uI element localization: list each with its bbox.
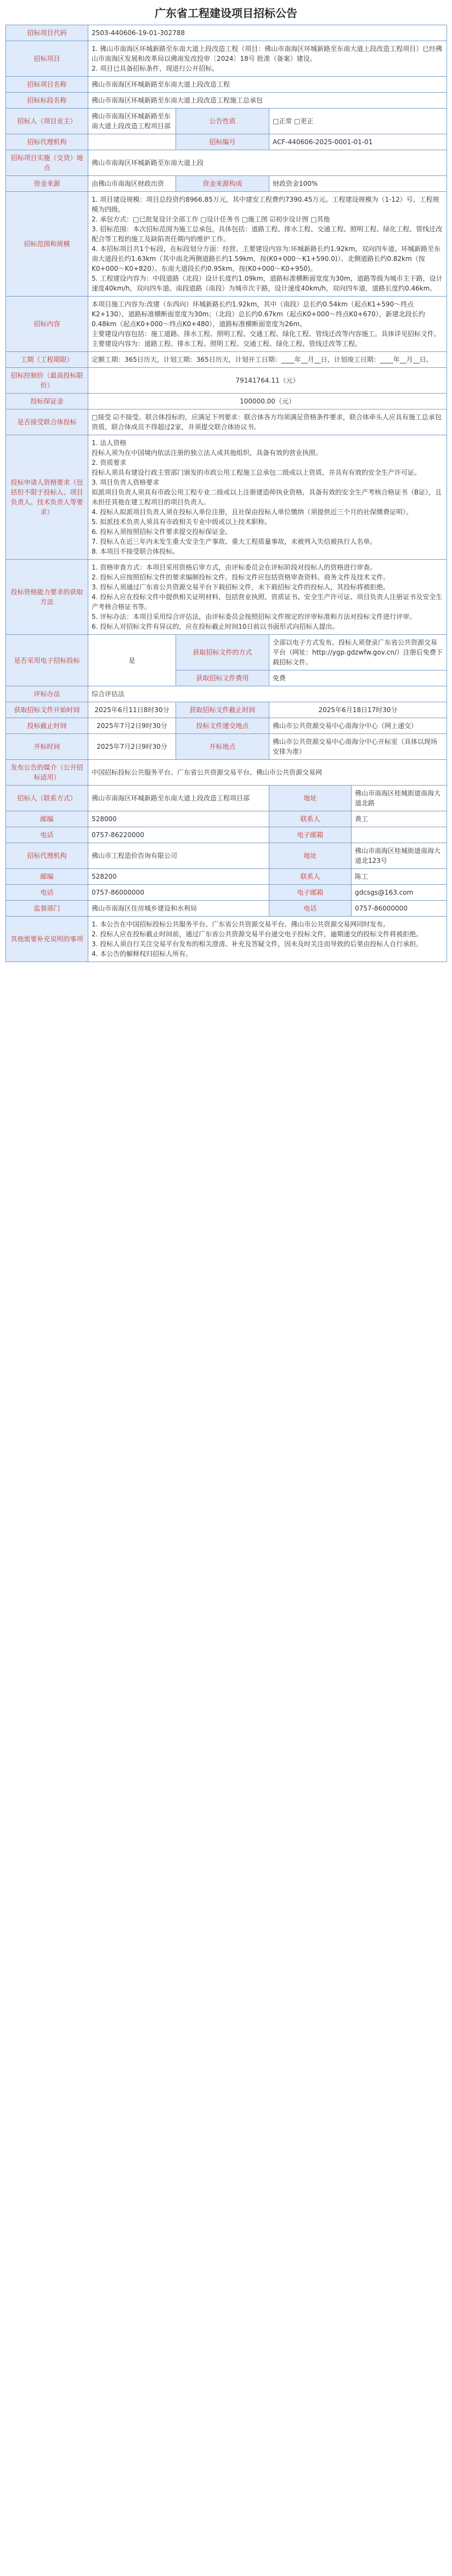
content-para: 主要建设内容为：道路工程、排水工程、照明工程、交通工程、绿化工程、管线迁改等工程。	[92, 340, 362, 348]
project-name-value: 佛山市南海区环城新路至东南大道上段改造工程	[88, 77, 447, 93]
row-tender	[6, 41, 447, 77]
agency-addr-label: 地址	[269, 843, 352, 869]
method-para: 1. 资格审查方式：本项目采用资格后审方式，由评标委员会在评标阶段对投标人的资格进行审查。	[92, 564, 377, 571]
method-label: 投标资格能力要求的获取方法	[6, 560, 88, 635]
notice-table	[5, 25, 447, 962]
row-tenderer-info	[6, 786, 447, 811]
qualification-value	[88, 435, 447, 560]
tenderer-addr-value: 佛山市南海区桂城街道南海大道北路	[352, 786, 447, 811]
row-media	[6, 760, 447, 786]
other-para: 1. 本公告在中国招标投标公共服务平台、广东省公共资源交易平台、佛山市公共资源交易网同时发布。	[92, 920, 390, 928]
agency-info-value: 佛山市工程造价咨询有限公司	[88, 843, 269, 869]
tenderer-phone-value: 0757-86220000	[88, 827, 269, 843]
row-scale	[6, 192, 447, 297]
qualification-para: 3. 项目负责人资格要求	[92, 479, 160, 486]
funding-source-label: 资金来源	[6, 176, 88, 192]
agency-value	[88, 134, 176, 150]
consortium-label: 是否接受联合体投标	[6, 410, 88, 435]
row-section-name	[6, 93, 447, 109]
agency-email-value: gdcsgs@163.com	[352, 885, 447, 901]
bid-deadline-label: 投标截止时间	[6, 718, 88, 734]
row-review	[6, 686, 447, 702]
consortium-value: □接受 ☑不接受。联合体投标的，应满足下列要求：联合体各方均须满足资格条件要求，联合体牵头人应具有施工总承包资质，联合体成员不得超过2家，并须提交联合体协议书。	[88, 410, 447, 435]
method-para: 6. 投标人对招标文件有异议的，应在投标截止时间10日前以书面形式向招标人提出。	[92, 623, 339, 630]
agency-email-label: 电子邮箱	[269, 885, 352, 901]
agency-post-value: 528200	[88, 869, 269, 885]
content-value	[88, 297, 447, 352]
notice-page	[0, 0, 452, 969]
electronic-value: 是	[88, 635, 176, 686]
duration-value: 定额工期：365日历天，计划工期：365日历天，计划开工日期：____年__月__日，计划竣工日期：____年__月__日。	[88, 352, 447, 368]
doc-fee-value: 免费	[269, 670, 447, 686]
agency-info-label: 招标代理机构	[6, 843, 88, 869]
tenderer-email-label: 电子邮箱	[269, 827, 352, 843]
section-name-value: 佛山市南海区环城新路至东南大道上段改造工程施工总承包	[88, 93, 447, 109]
doc-method-value: 全部以电子方式发布。投标人须登录广东省公共资源交易平台（网址：http://ygp.gdzwfw.gov.cn/）注册后免费下载招标文件。	[269, 635, 447, 670]
supervise-label: 监督部门	[6, 901, 88, 917]
media-value: 中国招标投标公共服务平台、广东省公共资源交易平台、佛山市公共资源交易网	[88, 760, 447, 786]
qualification-para: 投标人须具有建设行政主管部门颁发的市政公用工程施工总承包二级或以上资质，并具有有效的安全生产许可证。	[92, 469, 421, 476]
funding-ratio-label: 资金来源构成	[176, 176, 269, 192]
scale-para: 3. 招标范围：本次招标范围为施工总承包，具体包括：道路工程、排水工程、交通工程、照明工程、绿化工程、管线迁改配合等工程的施工及缺陷责任期内的维护工作。	[92, 225, 443, 243]
agency-label: 招标代理机构	[6, 134, 88, 150]
electronic-label: 是否采用电子招标投标	[6, 635, 88, 686]
supervise-phone-label: 电话	[269, 901, 352, 917]
content-label: 招标内容	[6, 297, 88, 352]
bid-place-label: 投标文件递交地点	[176, 718, 269, 734]
tenderer-info-value: 佛山市南海区环城新路至东南大道上段改造工程项目部	[88, 786, 269, 811]
row-tenderer	[6, 109, 447, 134]
notice-nature-label: 公告性质	[176, 109, 269, 134]
row-agency-post	[6, 869, 447, 885]
location-label: 招标项目实施（交货）地点	[6, 150, 88, 176]
method-value	[88, 560, 447, 635]
qualification-para: 5. 拟派技术负责人须具有市政相关专业中级或以上技术职称。	[92, 518, 272, 526]
doc-method-label: 获取招标文件的方式	[176, 635, 269, 670]
duration-label: 工期（工程期限）	[6, 352, 88, 368]
bond-label: 投标保证金	[6, 394, 88, 410]
row-duration	[6, 352, 447, 368]
method-para: 5. 评标办法：本项目采用综合评估法，由评标委员会按照招标文件规定的评审标准和方法对投标文件进行评审。	[92, 613, 416, 621]
scale-value	[88, 192, 447, 297]
other-para: 3. 投标人须自行关注交易平台发布的相关澄清、补充及答疑文件，因未及时关注而导致的后果由投标人自行承担。	[92, 940, 423, 948]
row-funding	[6, 176, 447, 192]
method-para: 4. 投标人应在投标文件中提供相关证明材料，包括营业执照、资质证书、安全生产许可证、项目负责人注册证书及安全生产考核合格证书等。	[92, 593, 443, 611]
row-doc-time	[6, 702, 447, 718]
row-bid-deadline	[6, 718, 447, 734]
open-place-label: 开标地点	[176, 734, 269, 760]
row-other	[6, 917, 447, 962]
row-open	[6, 734, 447, 760]
qualification-para: 4. 投标人拟派项目负责人须在投标人单位注册，且社保由投标人单位缴纳（须提供近三个月的社保缴费证明）。	[92, 508, 413, 516]
doc-fee-label: 获取招标文件费用	[176, 670, 269, 686]
other-para: 2. 投标人应在投标截止时间前，通过广东省公共资源交易平台递交电子投标文件，逾期递交的投标文件将被拒绝。	[92, 930, 423, 938]
tenderer-email-value	[352, 827, 447, 843]
page-title: 广东省工程建设项目招标公告	[155, 7, 297, 20]
price-label: 招标控制价（最高投标限价）	[6, 368, 88, 394]
row-agency-info	[6, 843, 447, 869]
start-label: 获取招标文件开始时间	[6, 702, 88, 718]
content-para: 本项目施工内容为:改建（东西向）环城新路长约1.92km，其中（南段）总长约0.54km（起点K1+590～终点K2+130），道路标准横断面宽度为30m；（北段）总长约0.67km（起点K0+000～终点K0+670），新建北段长约0.48km（起点K0+000～终点K0+480），道路标准横断面宽度为26m。	[92, 300, 425, 328]
row-consortium	[6, 410, 447, 435]
funding-ratio-value: 财政资金100%	[269, 176, 447, 192]
row-project-name	[6, 77, 447, 93]
row-method	[6, 560, 447, 635]
scale-para: 1. 项目建设规模：项目总投资约8966.85万元，其中建安工程费约7390.45万元。工程建设规模为（1-12）号、工程规模为四级。	[92, 196, 439, 213]
row-project-code	[6, 25, 447, 41]
agency-phone-value: 0757-86000000	[88, 885, 269, 901]
qualification-para: 6. 投标人须按照招标文件要求提交投标保证金。	[92, 528, 232, 536]
agency-person-value: 陈工	[352, 869, 447, 885]
price-value: 79141764.11（元）	[88, 368, 447, 394]
tender-para: 1. 佛山市南海区环城新路至东南大道上段改造工程（项目：佛山市南海区环城新路至东南大道上段改造工程项目）已经佛山市南海区发展和改革局以佛南发改投审〔2024〕18号 批准（备案）建设。	[92, 45, 443, 62]
agency-phone-label: 电话	[6, 885, 88, 901]
open-time-label: 开标时间	[6, 734, 88, 760]
tenderer-person-value: 黄工	[352, 811, 447, 827]
section-name-label: 招标标段名称	[6, 93, 88, 109]
agency-post-label: 邮编	[6, 869, 88, 885]
end-label: 获取招标文件截止时间	[176, 702, 269, 718]
review-value: 综合评估法	[88, 686, 447, 702]
notice-nature-value: □正常 □更正	[269, 109, 447, 134]
supervise-phone-value: 0757-86000000	[352, 901, 447, 917]
tenderer-value: 佛山市南海区环城新路至东南大道上段改造工程项目部	[88, 109, 176, 134]
bid-place-value: 佛山市公共资源交易中心南海分中心（网上递交）	[269, 718, 447, 734]
row-bond	[6, 394, 447, 410]
funding-source-value: 由佛山市南海区财政出资	[88, 176, 176, 192]
open-time-value: 2025年7月2日9时30分	[88, 734, 176, 760]
start-value: 2025年6月11日8时30分	[88, 702, 176, 718]
row-electronic	[6, 635, 447, 670]
scale-label: 招标范围和规模	[6, 192, 88, 297]
row-qualification	[6, 435, 447, 560]
method-para: 3. 投标人须通过广东省公共资源交易平台下载招标文件，未下载招标文件的投标人，其投标将被拒绝。	[92, 583, 390, 591]
row-location	[6, 150, 447, 176]
supervise-value: 佛山市南海区住房城乡建设和水利局	[88, 901, 269, 917]
row-agency	[6, 134, 447, 150]
bond-value: 100000.00（元）	[88, 394, 447, 410]
tenderer-post-value: 528000	[88, 811, 269, 827]
tender-no-value: ACF-440606-2025-0001-01-01	[269, 134, 447, 150]
location-value: 佛山市南海区环城新路至东南大道上段	[88, 150, 447, 176]
row-tenderer-post	[6, 811, 447, 827]
scale-para: 4. 本招标项目共1个标段，在标段划分方面：经营、主要建设内容为:环城新路长约1.92km，双向四车道、环城新路至东南大道段长约1.63km（其中南北两侧道路长约1.59km，按(K0+000～K1+590.0)）、北侧道路长约0.82km（按K0+000～K0+820）、东南大道段长约0.95km，按(K0+000～K0+950)。	[92, 245, 441, 272]
end-value: 2025年6月18日17时30分	[269, 702, 447, 718]
tender-value	[88, 41, 447, 77]
tenderer-phone-label: 电话	[6, 827, 88, 843]
tender-para: 2. 项目已具备招标条件，现进行公开招标。	[92, 65, 219, 72]
review-label: 评标办法	[6, 686, 88, 702]
scale-para: 2. 承包方式：□已批复设计全部工作 □设计任务书 □施工图 ☑初步设计图 □其他	[92, 215, 330, 223]
content-para: 主要建设内容包括：施工道路、排水工程、照明工程、交通工程、绿化工程、管线迁改等内容施工。具体详见招标文件。	[92, 330, 441, 338]
other-para: 4. 本公告的解释权归招标人所有。	[92, 950, 193, 958]
open-place-value: 佛山市公共资源交易中心南海分中心开标室（具体以现场安排为准）	[269, 734, 447, 760]
agency-addr-value: 佛山市南海区桂城街道南海大道北123号	[352, 843, 447, 869]
tenderer-label: 招标人（项目业主）	[6, 109, 88, 134]
qualification-label: 投标申请人资格要求（包括但不限于投标人、项目负责人、技术负责人等要求）	[6, 435, 88, 560]
row-agency-phone	[6, 885, 447, 901]
project-code-label: 招标项目代码	[6, 25, 88, 41]
qualification-para: 7. 投标人在近三年内未发生重大安全生产事故、重大工程质量事故，未被列入失信被执行人名单。	[92, 538, 377, 545]
agency-person-label: 联系人	[269, 869, 352, 885]
row-content	[6, 297, 447, 352]
other-label: 其他需要补充说明的事项	[6, 917, 88, 962]
media-label: 发布公告的媒介（公开招标适用）	[6, 760, 88, 786]
tenderer-addr-label: 地址	[269, 786, 352, 811]
project-name-label: 招标项目名称	[6, 77, 88, 93]
bid-deadline-value: 2025年7月2日9时30分	[88, 718, 176, 734]
qualification-para: 2. 资质要求	[92, 459, 127, 467]
tenderer-post-label: 邮编	[6, 811, 88, 827]
qualification-para: 8. 本项目不接受联合体投标。	[92, 548, 179, 555]
method-para: 2. 投标人应按照招标文件的要求编制投标文件，投标文件应包括资格审查资料、商务文件及技术文件。	[92, 573, 390, 581]
row-supervise	[6, 901, 447, 917]
qualification-para: 投标人须为在中国境内依法注册的独立法人或其他组织，具备有效的营业执照。	[92, 449, 323, 457]
scale-para: 5. 工程建设内容为：中段道路（北段）设计长度约1.09km，道路标准横断面宽度为30m，道路等级为城市主干路，设计速度40km/h，双向四车道。南段道路（南段）为城市次干路，设计速度40km/h，双向四车道，道路长度约0.46km。	[92, 275, 443, 292]
row-price	[6, 368, 447, 394]
tender-label: 招标项目	[6, 41, 88, 77]
qualification-para: 1. 法人资格	[92, 439, 127, 447]
project-code-value: 2503-440606-19-01-302788	[88, 25, 447, 41]
tender-no-label: 招标编号	[176, 134, 269, 150]
other-value	[88, 917, 447, 962]
qualification-para: 拟派项目负责人须具有市政公用工程专业二级或以上注册建造师执业资格，具备有效的安全生产考核合格证书（B证），且未担任其他在建工程项目的项目负责人。	[92, 488, 442, 506]
tenderer-info-label: 招标人（联系方式）	[6, 786, 88, 811]
row-tenderer-phone	[6, 827, 447, 843]
tenderer-person-label: 联系人	[269, 811, 352, 827]
